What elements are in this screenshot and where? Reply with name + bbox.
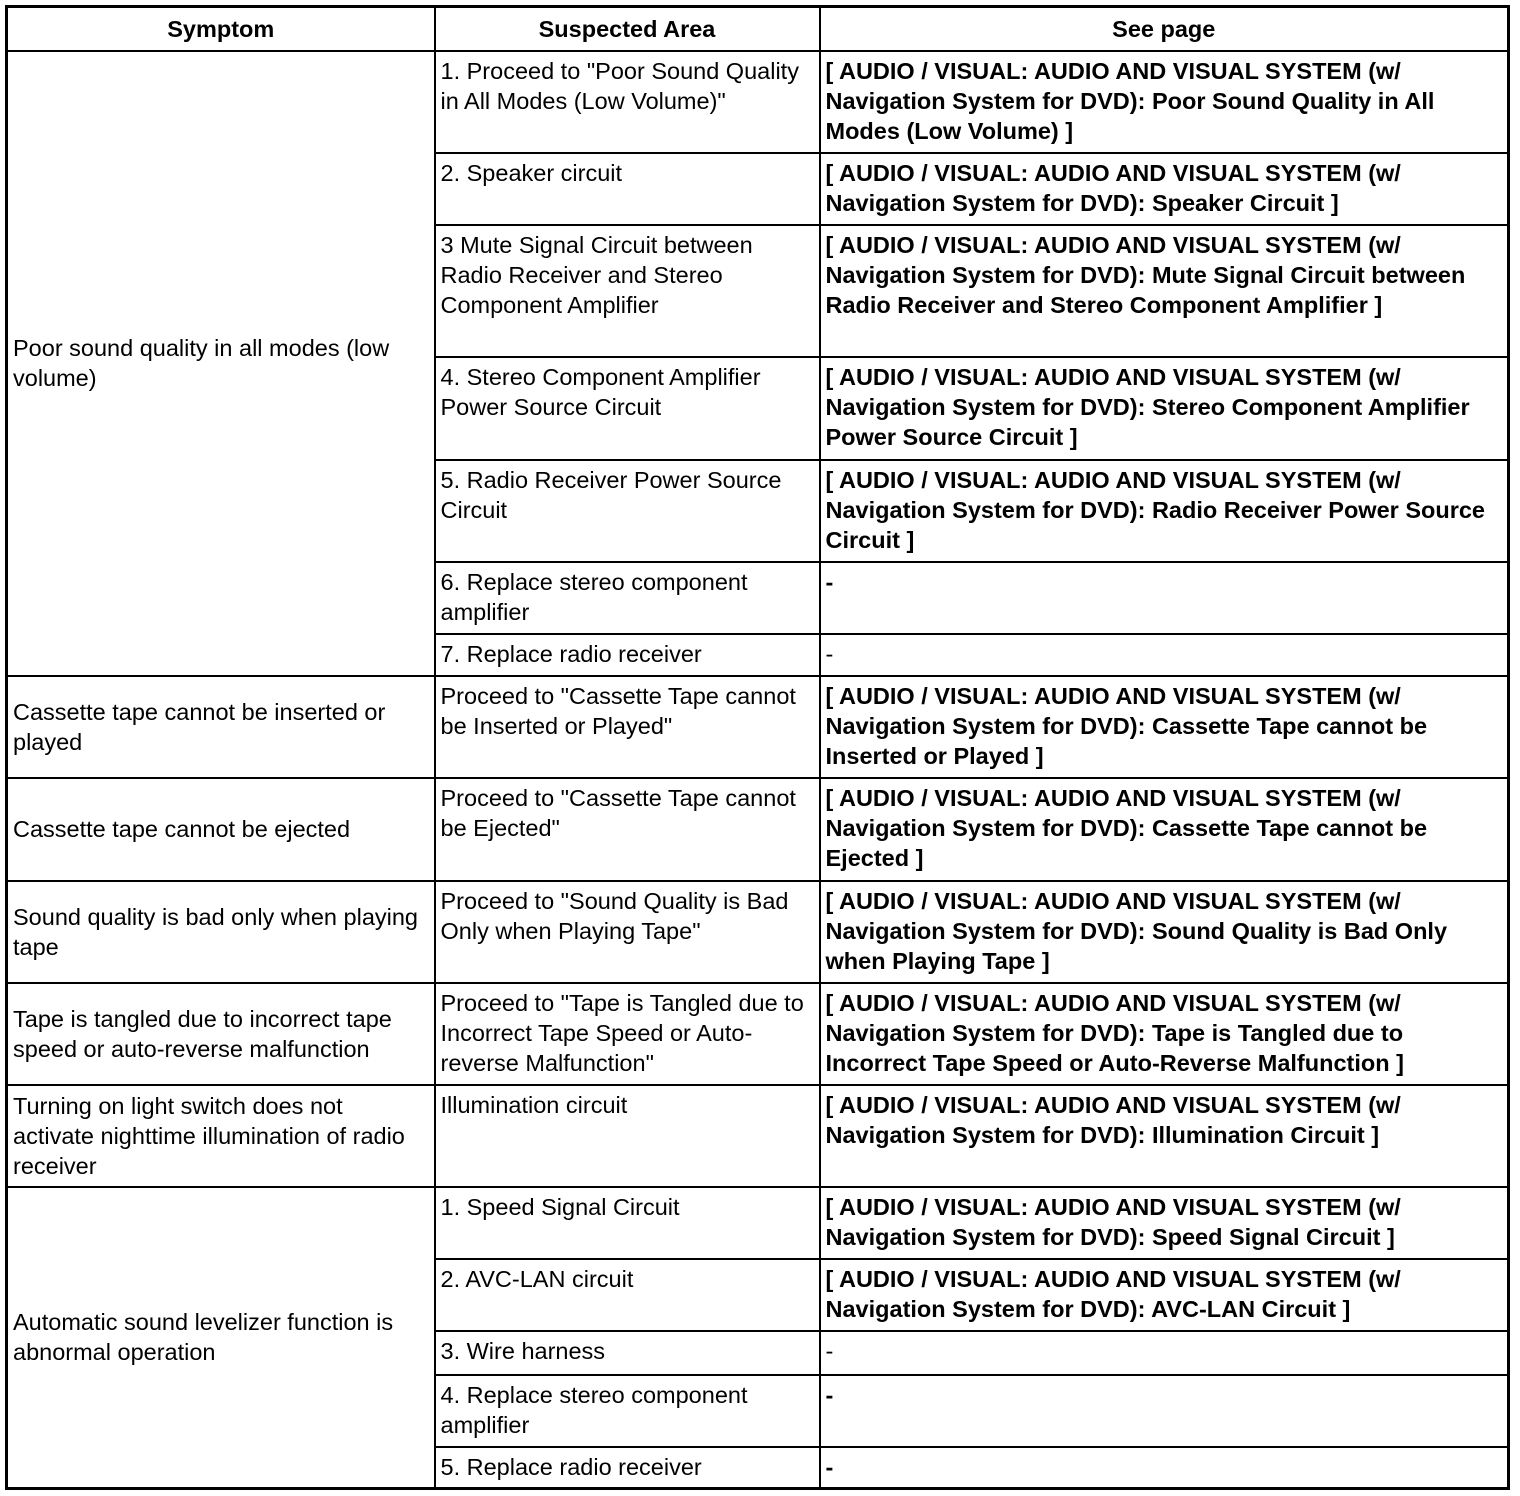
symptom-cell: Automatic sound levelizer function is abnormal operation (7, 1187, 435, 1489)
see-page-cell: - (820, 1331, 1509, 1375)
suspected-area-cell: Illumination circuit (435, 1085, 820, 1187)
see-page-cell: [ AUDIO / VISUAL: AUDIO AND VISUAL SYSTEM (w/ Navigation System for DVD): Mute Signal Circuit between Radio Receiver and Stereo Component Amplifier ] (820, 225, 1509, 357)
symptom-cell: Tape is tangled due to incorrect tape speed or auto-reverse malfunction (7, 983, 435, 1085)
see-page-cell: [ AUDIO / VISUAL: AUDIO AND VISUAL SYSTEM (w/ Navigation System for DVD): Cassette Tape cannot be Inserted or Played ] (820, 676, 1509, 778)
see-page-cell: [ AUDIO / VISUAL: AUDIO AND VISUAL SYSTEM (w/ Navigation System for DVD): Poor Sound Quality in All Modes (Low Volume) ] (820, 51, 1509, 153)
suspected-area-cell: 5. Replace radio receiver (435, 1447, 820, 1489)
symptom-cell: Sound quality is bad only when playing tape (7, 881, 435, 983)
see-page-cell: [ AUDIO / VISUAL: AUDIO AND VISUAL SYSTEM (w/ Navigation System for DVD): Sound Quality is Bad Only when Playing Tape ] (820, 881, 1509, 983)
see-page-cell: [ AUDIO / VISUAL: AUDIO AND VISUAL SYSTEM (w/ Navigation System for DVD): Speaker Circuit ] (820, 153, 1509, 225)
suspected-area-cell: 2. Speaker circuit (435, 153, 820, 225)
suspected-area-cell: 3 Mute Signal Circuit between Radio Receiver and Stereo Component Amplifier (435, 225, 820, 357)
table-row (7, 881, 1509, 983)
see-page-cell: [ AUDIO / VISUAL: AUDIO AND VISUAL SYSTEM (w/ Navigation System for DVD): Tape is Tangled due to Incorrect Tape Speed or Auto-Reverse Malfunction ] (820, 983, 1509, 1085)
table-row (7, 676, 1509, 778)
see-page-cell: - (820, 1447, 1509, 1489)
table-row (7, 983, 1509, 1085)
symptom-cell: Cassette tape cannot be inserted or played (7, 676, 435, 778)
see-page-cell: [ AUDIO / VISUAL: AUDIO AND VISUAL SYSTEM (w/ Navigation System for DVD): Illumination Circuit ] (820, 1085, 1509, 1187)
symptom-cell: Cassette tape cannot be ejected (7, 778, 435, 881)
see-page-cell: - (820, 562, 1509, 634)
table-row (7, 778, 1509, 881)
table-body (7, 51, 1509, 1489)
see-page-cell: - (820, 1375, 1509, 1447)
header-suspected-area: Suspected Area (435, 7, 820, 51)
see-page-cell: [ AUDIO / VISUAL: AUDIO AND VISUAL SYSTEM (w/ Navigation System for DVD): Cassette Tape cannot be Ejected ] (820, 778, 1509, 881)
table-row (7, 1187, 1509, 1259)
table-row (7, 1085, 1509, 1187)
suspected-area-cell: Proceed to "Cassette Tape cannot be Inserted or Played" (435, 676, 820, 778)
troubleshooting-table (5, 5, 1510, 1490)
suspected-area-cell: 5. Radio Receiver Power Source Circuit (435, 460, 820, 562)
suspected-area-cell: 1. Speed Signal Circuit (435, 1187, 820, 1259)
see-page-cell: - (820, 634, 1509, 676)
see-page-cell: [ AUDIO / VISUAL: AUDIO AND VISUAL SYSTEM (w/ Navigation System for DVD): Speed Signal Circuit ] (820, 1187, 1509, 1259)
suspected-area-cell: 2. AVC-LAN circuit (435, 1259, 820, 1331)
see-page-cell: [ AUDIO / VISUAL: AUDIO AND VISUAL SYSTEM (w/ Navigation System for DVD): Stereo Component Amplifier Power Source Circuit ] (820, 357, 1509, 460)
suspected-area-cell: 1. Proceed to "Poor Sound Quality in All Modes (Low Volume)" (435, 51, 820, 153)
see-page-cell: [ AUDIO / VISUAL: AUDIO AND VISUAL SYSTEM (w/ Navigation System for DVD): AVC-LAN Circuit ] (820, 1259, 1509, 1331)
suspected-area-cell: Proceed to "Cassette Tape cannot be Ejected" (435, 778, 820, 881)
suspected-area-cell: Proceed to "Sound Quality is Bad Only when Playing Tape" (435, 881, 820, 983)
symptom-cell: Poor sound quality in all modes (low volume) (7, 51, 435, 676)
suspected-area-cell: 3. Wire harness (435, 1331, 820, 1375)
header-see-page: See page (820, 7, 1509, 51)
suspected-area-cell: 6. Replace stereo component amplifier (435, 562, 820, 634)
suspected-area-cell: Proceed to "Tape is Tangled due to Incorrect Tape Speed or Auto-reverse Malfunction" (435, 983, 820, 1085)
suspected-area-cell: 7. Replace radio receiver (435, 634, 820, 676)
see-page-cell: [ AUDIO / VISUAL: AUDIO AND VISUAL SYSTEM (w/ Navigation System for DVD): Radio Receiver Power Source Circuit ] (820, 460, 1509, 562)
suspected-area-cell: 4. Stereo Component Amplifier Power Source Circuit (435, 357, 820, 460)
symptom-cell: Turning on light switch does not activate nighttime illumination of radio receiver (7, 1085, 435, 1187)
header-row (7, 7, 1509, 51)
table-row (7, 51, 1509, 153)
header-symptom: Symptom (7, 7, 435, 51)
suspected-area-cell: 4. Replace stereo component amplifier (435, 1375, 820, 1447)
